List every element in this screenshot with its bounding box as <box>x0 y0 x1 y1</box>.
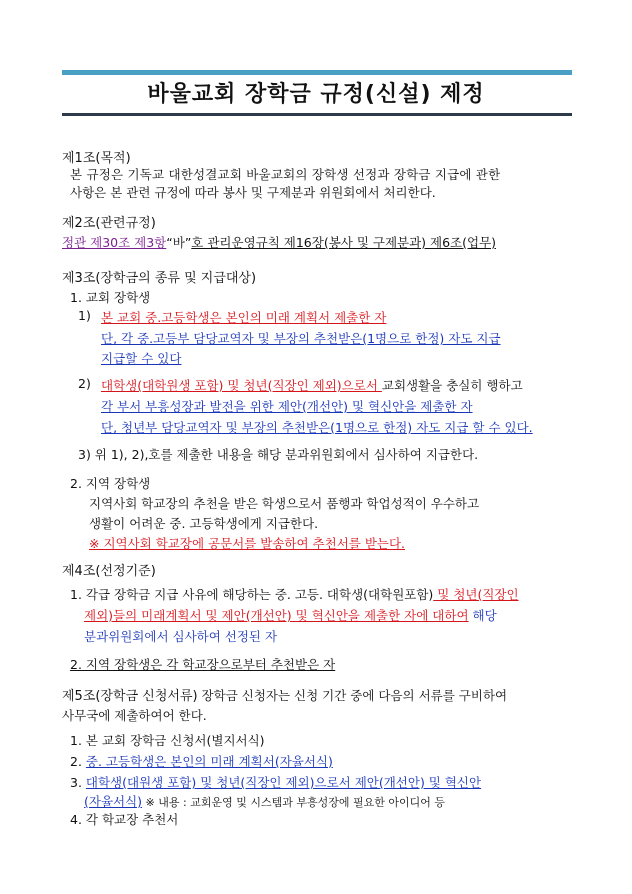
article-2-reference-part-2: “바” <box>166 235 192 250</box>
article-5-item-3-form: (자율서식) <box>84 794 143 809</box>
article-2-reference-part-3: 호 관리운영규칙 제16장(봉사 및 구제분과) 제6조(업무) <box>191 235 497 250</box>
article-3-item-2-note: ※ 지역사회 학교장에 공문서를 발송하여 추천서를 받는다. <box>89 536 406 551</box>
article-3-sub-2-line-1-highlight: 대학생(대학원생 포함) 및 청년(직장인 제외)으로서 <box>101 378 382 393</box>
article-1-line-1: 본 규정은 기독교 대한성결교회 바울교회의 장학생 선정과 장학금 지급에 관한 <box>70 167 501 182</box>
article-3-sub-2-line-2: 각 부서 부흥성장과 발전을 위한 제안(개선안) 및 혁신안을 제출한 자 <box>101 399 473 414</box>
article-5-intro: 장학금 신청자는 신청 기간 중에 다음의 서류를 구비하여 <box>197 688 508 703</box>
article-4-item-1-line-1-text: 1. 각급 장학금 지급 사유에 해당하는 중. 고등. 대학생(대학원포함) <box>70 587 434 602</box>
article-3-sub-2-number: 2) <box>78 376 91 391</box>
article-5-item-2 <box>70 752 333 770</box>
article-4-item-1-line-3: 분과위원회에서 심사하여 선정된 자 <box>84 629 278 644</box>
article-3-sub-1-number: 1) <box>78 308 91 323</box>
article-5-item-3 <box>70 773 481 791</box>
article-2-reference-part-1: 정관 제30조 제3항 <box>62 235 167 250</box>
article-3-sub-2-line-3: 단, 청년부 담당교역자 및 부장의 추천받은(1명으로 한정) 자도 지급 할 수 있다. <box>101 420 533 435</box>
article-2-heading: 제2조(관련규정) <box>62 216 156 231</box>
article-5-heading: 제5조(장학금 신청서류) <box>62 689 198 704</box>
article-5-item-3-text: 대학생(대원생 포함) 및 청년(직장인 제외)으로서 제안(개선안) 및 혁신안 <box>85 775 482 790</box>
article-3-sub-3: 3) 위 1), 2),호를 제출한 내용을 해당 분과위원회에서 심사하여 지급한다. <box>78 447 479 462</box>
title-top-rule <box>62 70 572 75</box>
article-3-sub-1-line-3: 지급할 수 있다 <box>101 351 182 366</box>
article-5-item-4: 4. 각 학교장 추천서 <box>70 812 179 827</box>
article-5-item-3-line-2 <box>84 792 445 810</box>
article-5-intro-line-1 <box>62 685 507 704</box>
article-1-heading: 제1조(목적) <box>62 151 131 166</box>
article-4-item-1-line-1-highlight: 및 청년(직장인 <box>433 587 519 602</box>
article-5-item-1: 1. 본 교회 장학금 신청서(별지서식) <box>70 733 265 748</box>
article-4-item-1-line-2-highlight: 제외)들의 미래계획서 및 제안(개선안) 및 혁신안을 제출한 자에 대하여 <box>84 608 469 623</box>
article-4-heading: 제4조(선정기준) <box>62 564 156 579</box>
article-1-line-2: 사항은 본 관련 규정에 따라 봉사 및 구제분과 위원회에서 처리한다. <box>70 185 436 200</box>
article-5-item-2-text: 중. 고등학생은 본인의 미래 계획서(자율서식) <box>85 754 333 769</box>
document-title: 바울교회 장학금 규정(신설) 제정 <box>147 82 485 107</box>
article-4-item-1-line-2 <box>84 606 497 624</box>
title-bottom-rule <box>62 113 572 116</box>
article-3-item-1-label: 1. 교회 장학생 <box>70 290 151 305</box>
article-4-item-1-line-2-rest: 해당 <box>468 608 497 623</box>
article-3-item-2-line-2: 생활이 어려운 중. 고등학생에게 지급한다. <box>89 516 319 531</box>
article-4-item-1-line-1 <box>70 585 519 603</box>
article-5-item-3-number: 3. <box>70 775 86 790</box>
article-2-reference <box>62 233 496 251</box>
article-5-intro-line-2: 사무국에 제출하여어 한다. <box>62 708 207 723</box>
article-4-item-2: 2. 지역 장학생은 각 학교장으로부터 추천받은 자 <box>70 657 336 672</box>
article-3-heading: 제3조(장학금의 종류 및 지급대상) <box>62 271 257 286</box>
article-3-item-2-line-1: 지역사회 학교장의 추천을 받은 학생으로서 품행과 학업성적이 우수하고 <box>89 496 480 511</box>
article-3-sub-2-line-1-rest: 교회생활을 충실히 행하고 <box>381 378 523 393</box>
article-3-sub-1-line-2: 단, 각 중.고등부 담당교역자 및 부장의 추천받은(1명으로 한정) 자도 지급 <box>101 331 501 346</box>
article-3-sub-2-line-1 <box>101 376 523 394</box>
article-3-item-2-label: 2. 지역 장학생 <box>70 476 151 491</box>
article-5-item-3-note: ※ 내용 : 교회운영 및 시스템과 부흥성장에 필요한 아이디어 등 <box>142 796 445 809</box>
article-3-sub-1-line-1: 본 교회 중.고등학생은 본인의 미래 계획서 제출한 자 <box>101 310 387 325</box>
article-5-item-2-number: 2. <box>70 754 86 769</box>
